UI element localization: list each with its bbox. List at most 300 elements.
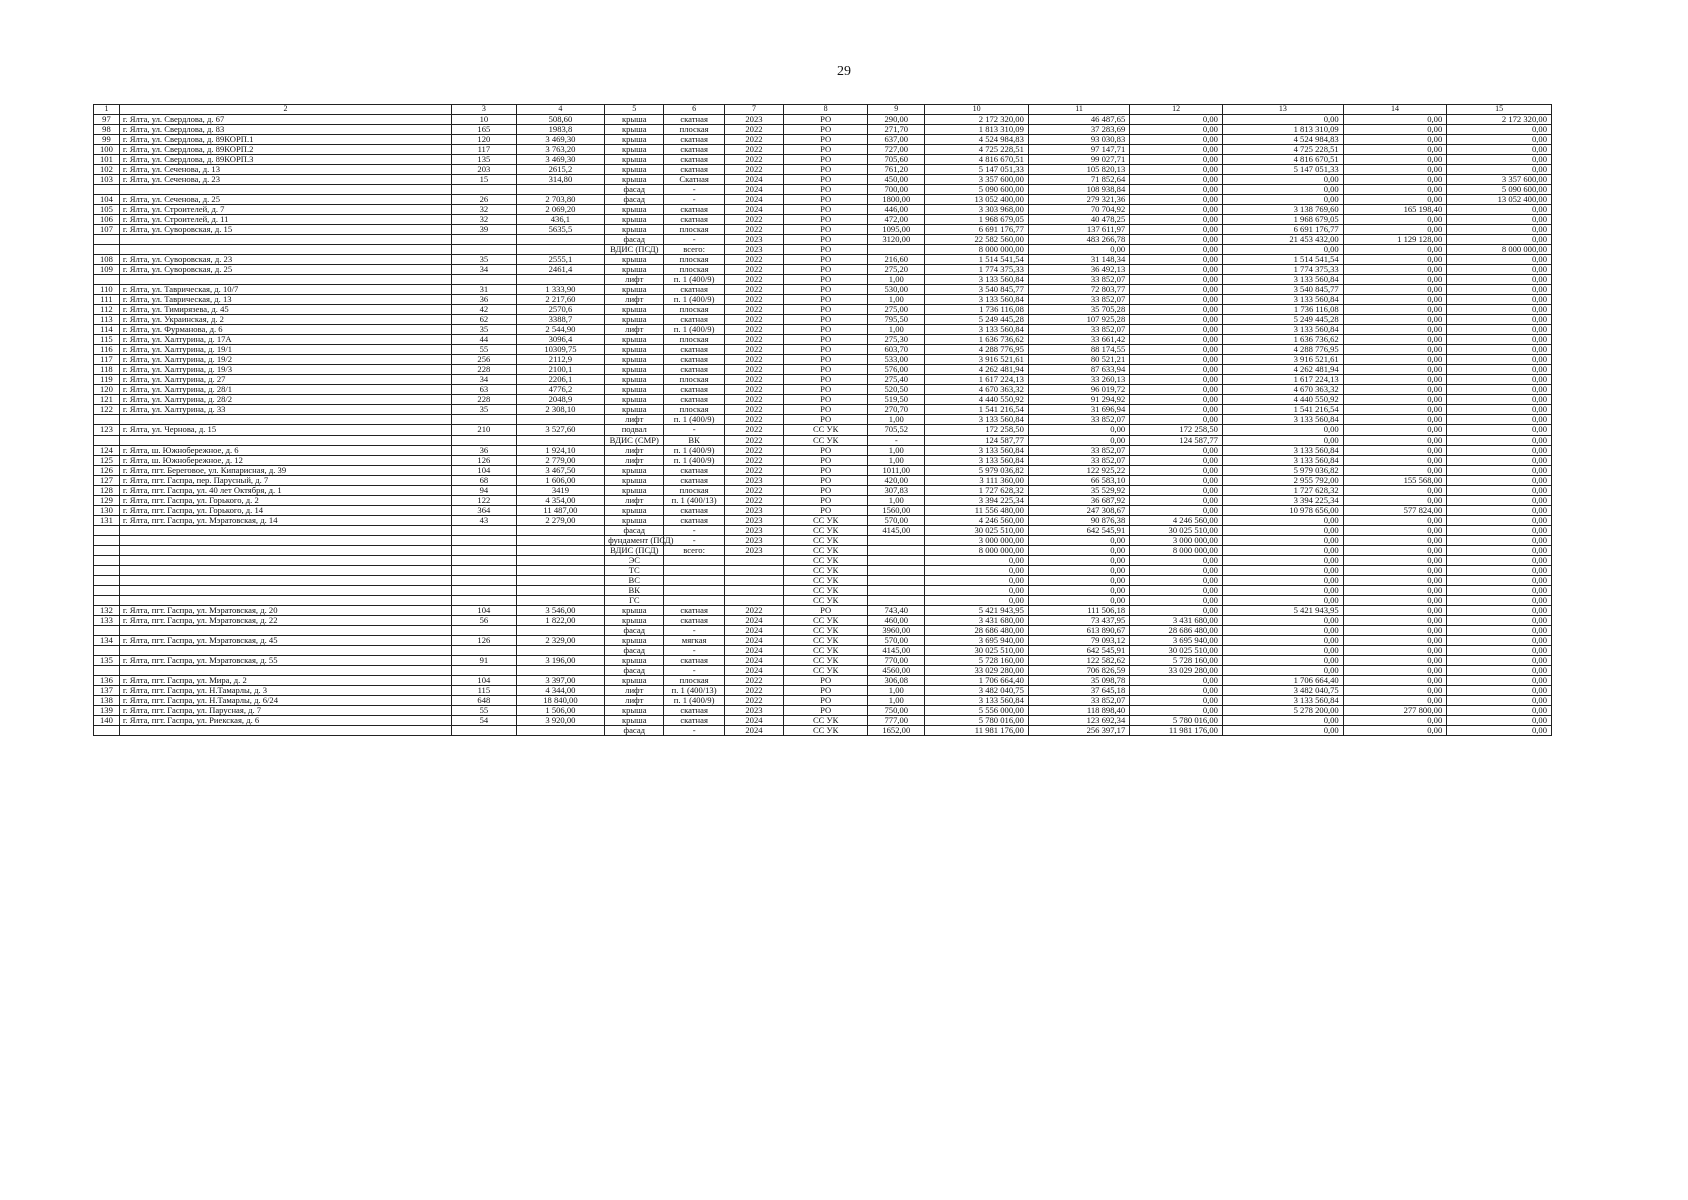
cell-type: скатная bbox=[664, 705, 724, 715]
cell-floors: 10 bbox=[452, 115, 517, 125]
cell-type: п. 1 (400/9) bbox=[664, 415, 724, 425]
cell-row-number: 101 bbox=[94, 155, 120, 165]
cell-cost-other: 0,00 bbox=[1343, 145, 1447, 155]
cell-fund: РО bbox=[784, 495, 868, 505]
cell-volume: 570,00 bbox=[868, 515, 925, 525]
cell-volume: 520,50 bbox=[868, 385, 925, 395]
cell-cost-other: 0,00 bbox=[1343, 535, 1447, 545]
cell-volume: 275,30 bbox=[868, 335, 925, 345]
cell-year: 2022 bbox=[724, 295, 783, 305]
table-row bbox=[94, 375, 1552, 385]
cell-address: г. Ялта, пгт. Гаспра, ул. Н.Тамарлы, д. 6/24 bbox=[119, 695, 451, 705]
cell-fund: РО bbox=[784, 605, 868, 615]
cell-fund: РО bbox=[784, 145, 868, 155]
cell-year: 2022 bbox=[724, 335, 783, 345]
cell-cost-fund: 1 968 679,05 bbox=[1222, 215, 1343, 225]
table-row bbox=[94, 235, 1552, 245]
cell-volume: 420,00 bbox=[868, 475, 925, 485]
cell-volume bbox=[868, 555, 925, 565]
cell-address: г. Ялта, ул. Свердлова, д. 89КОРП.2 bbox=[119, 145, 451, 155]
cell-volume: 750,00 bbox=[868, 705, 925, 715]
cell-element: крыша bbox=[605, 675, 664, 685]
cell-area bbox=[516, 415, 604, 425]
cell-floors: 104 bbox=[452, 675, 517, 685]
cell-cost: 124 587,77 bbox=[925, 435, 1029, 445]
cell-fund: РО bbox=[784, 315, 868, 325]
cell-cost-other: 0,00 bbox=[1343, 225, 1447, 235]
cell-cost-fund: 3 540 845,77 bbox=[1222, 285, 1343, 295]
cell-address: г. Ялта, ул. Халтурина, д. 17А bbox=[119, 335, 451, 345]
cell-year: 2022 bbox=[724, 155, 783, 165]
table-row bbox=[94, 585, 1552, 595]
cell-area: 3096,4 bbox=[516, 335, 604, 345]
table-row bbox=[94, 455, 1552, 465]
cell-cost-owner: 0,00 bbox=[1130, 225, 1223, 235]
cell-floors: 54 bbox=[452, 715, 517, 725]
cell-volume: 576,00 bbox=[868, 365, 925, 375]
cell-address: г. Ялта, ул. Суворовская, д. 23 bbox=[119, 255, 451, 265]
cell-type: скатная bbox=[664, 715, 724, 725]
cell-address bbox=[119, 555, 451, 565]
cell-address bbox=[119, 575, 451, 585]
cell-cost-owner: 124 587,77 bbox=[1130, 435, 1223, 445]
cell-volume: 1,00 bbox=[868, 415, 925, 425]
cell-year: 2022 bbox=[724, 685, 783, 695]
cell-cost-fund: 1 541 216,54 bbox=[1222, 405, 1343, 415]
cell-specific-cost: 0,00 bbox=[1028, 425, 1129, 435]
cell-cost-total: 0,00 bbox=[1447, 415, 1552, 425]
cell-type: скатная bbox=[664, 115, 724, 125]
cell-floors: 44 bbox=[452, 335, 517, 345]
table-row bbox=[94, 495, 1552, 505]
cell-row-number: 109 bbox=[94, 265, 120, 275]
cell-volume: 216,60 bbox=[868, 255, 925, 265]
cell-fund: СС УК bbox=[784, 645, 868, 655]
cell-cost-total: 0,00 bbox=[1447, 305, 1552, 315]
cell-floors: 256 bbox=[452, 355, 517, 365]
cell-area: 436,1 bbox=[516, 215, 604, 225]
cell-cost: 5 249 445,28 bbox=[925, 315, 1029, 325]
cell-year: 2022 bbox=[724, 225, 783, 235]
cell-floors bbox=[452, 565, 517, 575]
cell-cost: 1 774 375,33 bbox=[925, 265, 1029, 275]
cell-cost-total: 0,00 bbox=[1447, 325, 1552, 335]
cell-cost: 28 686 480,00 bbox=[925, 625, 1029, 635]
cell-cost-other: 0,00 bbox=[1343, 115, 1447, 125]
column-header-area: 4 bbox=[516, 105, 604, 115]
cell-area bbox=[516, 545, 604, 555]
cell-area bbox=[516, 595, 604, 605]
cell-element: крыша bbox=[605, 155, 664, 165]
cell-element: крыша bbox=[605, 605, 664, 615]
cell-row-number bbox=[94, 585, 120, 595]
cell-row-number bbox=[94, 595, 120, 605]
cell-volume: 306,08 bbox=[868, 675, 925, 685]
cell-area bbox=[516, 725, 604, 735]
cell-floors: 36 bbox=[452, 445, 517, 455]
cell-year: 2024 bbox=[724, 665, 783, 675]
cell-cost-other: 0,00 bbox=[1343, 465, 1447, 475]
cell-fund: РО bbox=[784, 285, 868, 295]
cell-cost: 3 431 680,00 bbox=[925, 615, 1029, 625]
cell-element: крыша bbox=[605, 285, 664, 295]
cell-address: г. Ялта, ул. Халтурина, д. 27 bbox=[119, 375, 451, 385]
cell-type: плоская bbox=[664, 485, 724, 495]
cell-year: 2022 bbox=[724, 265, 783, 275]
cell-area bbox=[516, 575, 604, 585]
cell-fund: РО bbox=[784, 415, 868, 425]
cell-cost-owner: 0,00 bbox=[1130, 115, 1223, 125]
cell-element: лифт bbox=[605, 695, 664, 705]
cell-cost-total: 0,00 bbox=[1447, 315, 1552, 325]
cell-fund: РО bbox=[784, 165, 868, 175]
cell-year: 2022 bbox=[724, 695, 783, 705]
cell-volume: 637,00 bbox=[868, 135, 925, 145]
cell-volume: 275,00 bbox=[868, 305, 925, 315]
cell-floors: 15 bbox=[452, 175, 517, 185]
cell-cost-owner: 5 728 160,00 bbox=[1130, 655, 1223, 665]
cell-element: лифт bbox=[605, 445, 664, 455]
cell-row-number: 116 bbox=[94, 345, 120, 355]
cell-cost-fund: 0,00 bbox=[1222, 615, 1343, 625]
cell-cost-fund: 0,00 bbox=[1222, 575, 1343, 585]
cell-fund: РО bbox=[784, 695, 868, 705]
cell-element: крыша bbox=[605, 635, 664, 645]
cell-cost-total: 0,00 bbox=[1447, 585, 1552, 595]
cell-cost-fund: 0,00 bbox=[1222, 565, 1343, 575]
cell-floors: 32 bbox=[452, 205, 517, 215]
cell-year: 2024 bbox=[724, 185, 783, 195]
cell-volume bbox=[868, 535, 925, 545]
cell-floors: 55 bbox=[452, 705, 517, 715]
cell-cost: 22 582 560,00 bbox=[925, 235, 1029, 245]
cell-type: скатная bbox=[664, 615, 724, 625]
cell-specific-cost: 0,00 bbox=[1028, 545, 1129, 555]
cell-area: 3388,7 bbox=[516, 315, 604, 325]
cell-type bbox=[664, 565, 724, 575]
cell-fund: РО bbox=[784, 205, 868, 215]
cell-floors: 31 bbox=[452, 285, 517, 295]
cell-fund: РО bbox=[784, 455, 868, 465]
cell-cost-total: 0,00 bbox=[1447, 635, 1552, 645]
cell-cost-fund: 0,00 bbox=[1222, 545, 1343, 555]
cell-year: 2022 bbox=[724, 485, 783, 495]
cell-fund: СС УК bbox=[784, 555, 868, 565]
table-row bbox=[94, 635, 1552, 645]
cell-cost-total: 0,00 bbox=[1447, 435, 1552, 445]
cell-address: г. Ялта, ул. Украинская, д. 2 bbox=[119, 315, 451, 325]
cell-type: скатная bbox=[664, 365, 724, 375]
cell-element: крыша bbox=[605, 345, 664, 355]
cell-cost: 11 556 480,00 bbox=[925, 505, 1029, 515]
cell-type: плоская bbox=[664, 335, 724, 345]
cell-cost: 3 133 560,84 bbox=[925, 695, 1029, 705]
cell-cost: 0,00 bbox=[925, 555, 1029, 565]
cell-floors: 35 bbox=[452, 325, 517, 335]
cell-specific-cost: 37 645,18 bbox=[1028, 685, 1129, 695]
cell-cost-other: 0,00 bbox=[1343, 655, 1447, 665]
cell-cost-other: 0,00 bbox=[1343, 325, 1447, 335]
cell-cost: 0,00 bbox=[925, 585, 1029, 595]
cell-address: г. Ялта, ул. Тимирязева, д. 45 bbox=[119, 305, 451, 315]
cell-row-number bbox=[94, 535, 120, 545]
cell-address: г. Ялта, ул. Халтурина, д. 33 bbox=[119, 405, 451, 415]
cell-volume: 1560,00 bbox=[868, 505, 925, 515]
cell-cost: 3 133 560,84 bbox=[925, 295, 1029, 305]
cell-cost-total: 0,00 bbox=[1447, 355, 1552, 365]
cell-cost-other: 0,00 bbox=[1343, 725, 1447, 735]
cell-cost-other: 0,00 bbox=[1343, 565, 1447, 575]
cell-cost-fund: 0,00 bbox=[1222, 585, 1343, 595]
cell-element: фасад bbox=[605, 525, 664, 535]
cell-fund: РО bbox=[784, 325, 868, 335]
cell-cost-owner: 0,00 bbox=[1130, 355, 1223, 365]
cell-cost-total: 0,00 bbox=[1447, 475, 1552, 485]
cell-type: п. 1 (400/13) bbox=[664, 495, 724, 505]
cell-cost-total: 2 172 320,00 bbox=[1447, 115, 1552, 125]
table-row bbox=[94, 605, 1552, 615]
cell-cost-other: 0,00 bbox=[1343, 195, 1447, 205]
cell-area: 4 354,00 bbox=[516, 495, 604, 505]
cell-address bbox=[119, 245, 451, 255]
cell-fund: СС УК bbox=[784, 725, 868, 735]
cell-cost-owner: 0,00 bbox=[1130, 215, 1223, 225]
cell-cost-total: 3 357 600,00 bbox=[1447, 175, 1552, 185]
page-number: 29 bbox=[837, 64, 851, 79]
cell-year: 2022 bbox=[724, 285, 783, 295]
cell-floors bbox=[452, 245, 517, 255]
cell-specific-cost: 33 852,07 bbox=[1028, 455, 1129, 465]
cell-year: 2024 bbox=[724, 715, 783, 725]
cell-address: г. Ялта, пгт. Гаспра, ул. Риекская, д. 6 bbox=[119, 715, 451, 725]
cell-address: г. Ялта, пгт. Гаспра, ул. Мэратовская, д. 22 bbox=[119, 615, 451, 625]
cell-element: крыша bbox=[605, 145, 664, 155]
cell-area: 4776,2 bbox=[516, 385, 604, 395]
cell-cost: 1 968 679,05 bbox=[925, 215, 1029, 225]
cell-volume: 1095,00 bbox=[868, 225, 925, 235]
cell-type: - bbox=[664, 665, 724, 675]
cell-cost-owner: 0,00 bbox=[1130, 415, 1223, 425]
cell-cost-fund: 3 133 560,84 bbox=[1222, 275, 1343, 285]
cell-row-number: 132 bbox=[94, 605, 120, 615]
cell-fund: РО bbox=[784, 395, 868, 405]
cell-cost-owner: 0,00 bbox=[1130, 695, 1223, 705]
cell-row-number bbox=[94, 415, 120, 425]
cell-element: лифт bbox=[605, 415, 664, 425]
cell-cost-other: 0,00 bbox=[1343, 575, 1447, 585]
cell-type: скатная bbox=[664, 385, 724, 395]
cell-floors: 68 bbox=[452, 475, 517, 485]
cell-floors bbox=[452, 525, 517, 535]
cell-cost-total: 0,00 bbox=[1447, 375, 1552, 385]
cell-cost-other: 0,00 bbox=[1343, 525, 1447, 535]
cell-specific-cost: 91 294,92 bbox=[1028, 395, 1129, 405]
cell-cost-total: 0,00 bbox=[1447, 625, 1552, 635]
cell-address: г. Ялта, пгт. Гаспра, ул. Мэратовская, д. 45 bbox=[119, 635, 451, 645]
cell-volume bbox=[868, 595, 925, 605]
cell-fund: РО bbox=[784, 305, 868, 315]
cell-area: 10309,75 bbox=[516, 345, 604, 355]
cell-year: 2022 bbox=[724, 415, 783, 425]
cell-type: скатная bbox=[664, 215, 724, 225]
table-row bbox=[94, 145, 1552, 155]
cell-cost-total: 0,00 bbox=[1447, 345, 1552, 355]
cell-specific-cost: 122 582,62 bbox=[1028, 655, 1129, 665]
cell-floors: 43 bbox=[452, 515, 517, 525]
cell-element: крыша bbox=[605, 315, 664, 325]
cell-volume: 307,83 bbox=[868, 485, 925, 495]
cell-volume: - bbox=[868, 435, 925, 445]
cell-element: крыша bbox=[605, 125, 664, 135]
cell-area bbox=[516, 665, 604, 675]
cell-year: 2022 bbox=[724, 375, 783, 385]
cell-row-number: 108 bbox=[94, 255, 120, 265]
cell-cost-fund: 4 288 776,95 bbox=[1222, 345, 1343, 355]
cell-element: крыша bbox=[605, 395, 664, 405]
cell-specific-cost: 80 521,21 bbox=[1028, 355, 1129, 365]
cell-row-number: 129 bbox=[94, 495, 120, 505]
cell-specific-cost: 0,00 bbox=[1028, 535, 1129, 545]
cell-cost: 3 482 040,75 bbox=[925, 685, 1029, 695]
cell-cost-owner: 3 000 000,00 bbox=[1130, 535, 1223, 545]
cell-area: 3 546,00 bbox=[516, 605, 604, 615]
cell-year bbox=[724, 575, 783, 585]
table-row bbox=[94, 365, 1552, 375]
cell-type: ВК bbox=[664, 435, 724, 445]
cell-cost-total: 0,00 bbox=[1447, 155, 1552, 165]
cell-floors bbox=[452, 545, 517, 555]
cell-cost-other: 0,00 bbox=[1343, 135, 1447, 145]
cell-specific-cost: 0,00 bbox=[1028, 565, 1129, 575]
table-row bbox=[94, 385, 1552, 395]
cell-type: плоская bbox=[664, 675, 724, 685]
cell-floors bbox=[452, 625, 517, 635]
cell-cost: 1 617 224,13 bbox=[925, 375, 1029, 385]
table-row bbox=[94, 195, 1552, 205]
cell-cost-total: 0,00 bbox=[1447, 605, 1552, 615]
cell-volume: 4145,00 bbox=[868, 525, 925, 535]
cell-area: 2461,4 bbox=[516, 265, 604, 275]
cell-specific-cost: 0,00 bbox=[1028, 585, 1129, 595]
cell-fund: РО bbox=[784, 295, 868, 305]
cell-cost-other: 0,00 bbox=[1343, 215, 1447, 225]
cell-area: 3 763,20 bbox=[516, 145, 604, 155]
cell-row-number: 128 bbox=[94, 485, 120, 495]
cell-floors: 115 bbox=[452, 685, 517, 695]
cell-cost-other: 0,00 bbox=[1343, 285, 1447, 295]
cell-cost: 3 357 600,00 bbox=[925, 175, 1029, 185]
cell-area: 11 487,00 bbox=[516, 505, 604, 515]
cell-specific-cost: 706 826,59 bbox=[1028, 665, 1129, 675]
cell-cost: 3 540 845,77 bbox=[925, 285, 1029, 295]
cell-fund: РО bbox=[784, 225, 868, 235]
column-header-cost-other: 14 bbox=[1343, 105, 1447, 115]
cell-fund: СС УК bbox=[784, 715, 868, 725]
cell-cost-owner: 0,00 bbox=[1130, 455, 1223, 465]
cell-row-number: 118 bbox=[94, 365, 120, 375]
cell-cost-owner: 11 981 176,00 bbox=[1130, 725, 1223, 735]
cell-type: - bbox=[664, 195, 724, 205]
cell-cost-fund: 3 138 769,60 bbox=[1222, 205, 1343, 215]
cell-cost-other: 0,00 bbox=[1343, 455, 1447, 465]
cell-element: фасад bbox=[605, 185, 664, 195]
cell-type: скатная bbox=[664, 465, 724, 475]
cell-area: 1 506,00 bbox=[516, 705, 604, 715]
cell-type: п. 1 (400/9) bbox=[664, 445, 724, 455]
cell-specific-cost: 0,00 bbox=[1028, 575, 1129, 585]
cell-cost-owner: 0,00 bbox=[1130, 475, 1223, 485]
cell-address: г. Ялта, пгт. Гаспра, ул. Горького, д. 2 bbox=[119, 495, 451, 505]
cell-volume: 472,00 bbox=[868, 215, 925, 225]
cell-cost-fund: 0,00 bbox=[1222, 665, 1343, 675]
cell-specific-cost: 88 174,55 bbox=[1028, 345, 1129, 355]
cell-year: 2022 bbox=[724, 345, 783, 355]
cell-cost: 5 090 600,00 bbox=[925, 185, 1029, 195]
cell-cost-owner: 0,00 bbox=[1130, 345, 1223, 355]
cell-fund: СС УК bbox=[784, 525, 868, 535]
cell-area: 3 920,00 bbox=[516, 715, 604, 725]
cell-address: г. Ялта, ул. Фурманова, д. 6 bbox=[119, 325, 451, 335]
cell-element: крыша bbox=[605, 115, 664, 125]
cell-cost: 3 000 000,00 bbox=[925, 535, 1029, 545]
cell-row-number: 117 bbox=[94, 355, 120, 365]
cell-cost-owner: 0,00 bbox=[1130, 495, 1223, 505]
cell-element: крыша bbox=[605, 615, 664, 625]
cell-volume bbox=[868, 585, 925, 595]
cell-area: 2555,1 bbox=[516, 255, 604, 265]
cell-address: г. Ялта, ш. Южнобережное, д. 6 bbox=[119, 445, 451, 455]
cell-address bbox=[119, 725, 451, 735]
cell-element: крыша bbox=[605, 355, 664, 365]
cell-fund: РО bbox=[784, 175, 868, 185]
cell-address bbox=[119, 435, 451, 445]
table-row bbox=[94, 715, 1552, 725]
cell-area: 2 329,00 bbox=[516, 635, 604, 645]
cell-specific-cost: 123 692,34 bbox=[1028, 715, 1129, 725]
cell-cost: 3 133 560,84 bbox=[925, 445, 1029, 455]
cell-cost-total: 0,00 bbox=[1447, 445, 1552, 455]
cell-area: 3 467,50 bbox=[516, 465, 604, 475]
cell-type: плоская bbox=[664, 305, 724, 315]
cell-specific-cost: 0,00 bbox=[1028, 245, 1129, 255]
cell-volume: 1011,00 bbox=[868, 465, 925, 475]
cell-floors: 228 bbox=[452, 395, 517, 405]
cell-floors: 94 bbox=[452, 485, 517, 495]
cell-specific-cost: 35 529,92 bbox=[1028, 485, 1129, 495]
cell-cost-fund: 0,00 bbox=[1222, 725, 1343, 735]
cell-volume: 770,00 bbox=[868, 655, 925, 665]
cell-type: плоская bbox=[664, 255, 724, 265]
cell-fund: РО bbox=[784, 335, 868, 345]
cell-element: крыша bbox=[605, 215, 664, 225]
cell-specific-cost: 642 545,91 bbox=[1028, 525, 1129, 535]
cell-cost-total: 0,00 bbox=[1447, 255, 1552, 265]
cell-cost-total: 0,00 bbox=[1447, 715, 1552, 725]
table-row bbox=[94, 215, 1552, 225]
cell-cost-total: 0,00 bbox=[1447, 225, 1552, 235]
cell-type: - bbox=[664, 525, 724, 535]
cell-year: 2022 bbox=[724, 215, 783, 225]
cell-year: 2022 bbox=[724, 305, 783, 315]
cell-element: крыша bbox=[605, 335, 664, 345]
table-row bbox=[94, 255, 1552, 265]
cell-cost-owner: 0,00 bbox=[1130, 275, 1223, 285]
cell-element: крыша bbox=[605, 505, 664, 515]
cell-cost-total: 0,00 bbox=[1447, 645, 1552, 655]
table-row bbox=[94, 705, 1552, 715]
cell-specific-cost: 96 019,72 bbox=[1028, 385, 1129, 395]
cell-address: г. Ялта, ул. Халтурина, д. 19/1 bbox=[119, 345, 451, 355]
